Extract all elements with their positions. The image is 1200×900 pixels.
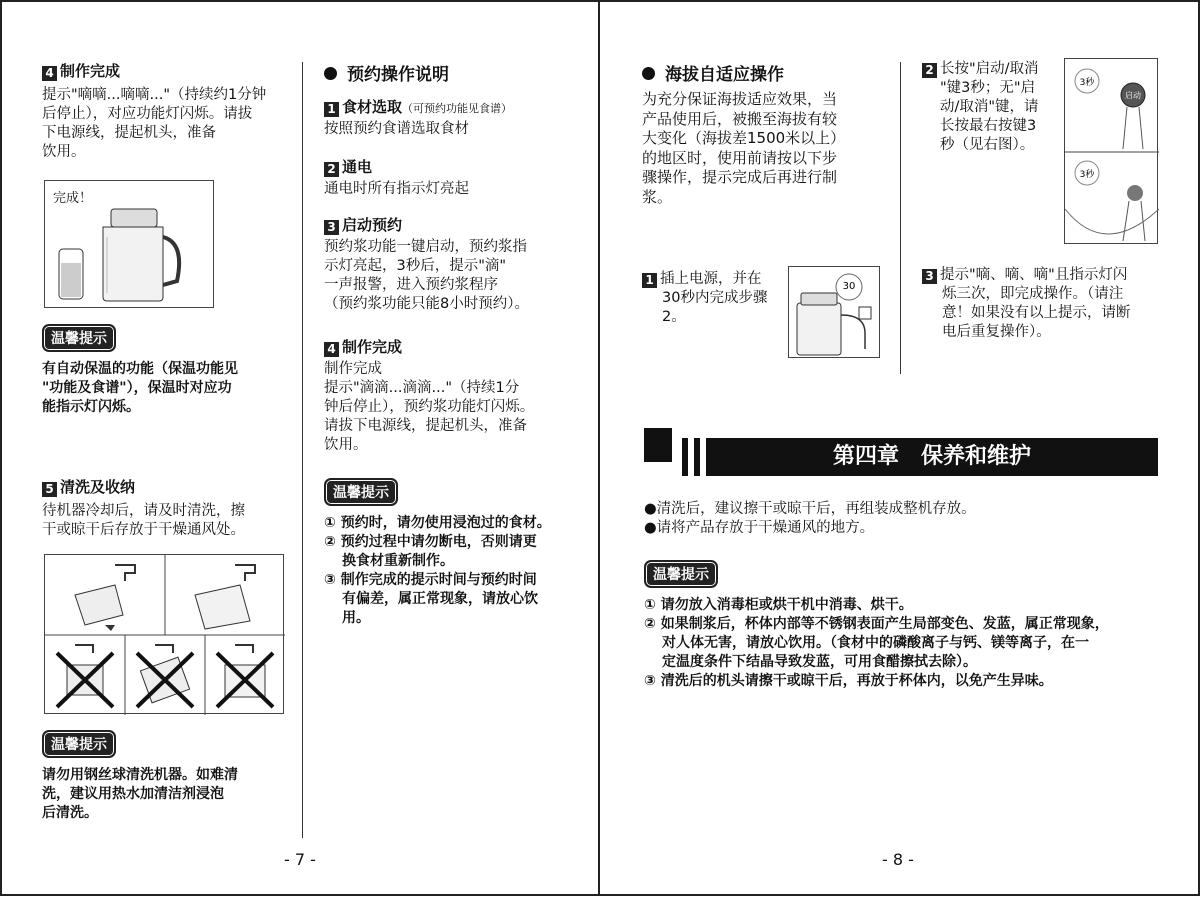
line: 秒（见右图）。: [940, 137, 1035, 153]
heading-text: 预约操作说明: [347, 65, 449, 85]
chapter-title: 第四章 保养和维护: [706, 438, 1158, 476]
tip-label: 温馨提示: [42, 730, 116, 758]
timer-30-label: 30: [842, 281, 856, 292]
line: 后清洗。: [42, 805, 98, 821]
step-number: 1: [324, 102, 339, 117]
care-tip-list: [644, 596, 1169, 691]
step-title: 通电: [342, 158, 373, 176]
line: 干或晾干后存放于干燥通风处。: [42, 522, 245, 538]
step-number: 1: [642, 273, 657, 288]
step-number: 4: [42, 66, 57, 81]
res-step-3-heading: [324, 214, 402, 235]
line: 骤操作，提示完成后再进行制: [642, 168, 838, 186]
banner-block: [644, 428, 672, 462]
bullet-item: ●请将产品存放于干燥通风的地方。: [644, 520, 875, 536]
line: 钟后停止），预约浆功能灯闪烁。: [324, 399, 535, 415]
res-step-1-text: 按照预约食谱选取食材: [324, 121, 469, 137]
line: 电后重复操作）。: [942, 324, 1051, 340]
start-button-label: 启动: [1125, 91, 1141, 100]
res-step-2-heading: [324, 156, 372, 177]
tip-item: ① 预约时，请勿使用浸泡过的食材。: [324, 515, 551, 531]
step-title: 制作完成: [342, 338, 403, 356]
tip-item: 对人体无害，请放心饮用。（食材中的磷酸离子与钙、镁等离子，在一: [662, 635, 1089, 651]
line-text: 长按"启动/取消: [940, 61, 1039, 77]
step-number: 3: [922, 269, 937, 284]
line: "键3秒；无"启: [940, 80, 1036, 96]
line: 有自动保温的功能（保温功能见: [42, 361, 238, 377]
warm-tip-text-2: [42, 766, 292, 823]
page-7: [0, 0, 600, 896]
line: 大变化（海拔差1500米以上）: [642, 129, 846, 147]
line: 请勿用钢丝球清洗机器。如难清: [42, 767, 238, 783]
tip-item: 换食材重新制作。: [342, 553, 454, 569]
bullet-icon: [642, 67, 655, 80]
line: 提示"滴滴...滴滴..."（持续1分: [324, 380, 520, 396]
line: （预约浆功能只能8小时预约）。: [324, 296, 529, 312]
line: 饮用。: [42, 144, 86, 160]
line: 一声报警，进入预约浆程序: [324, 277, 498, 293]
line: "功能及食谱"），保温时对应功: [42, 380, 232, 396]
step-number: 5: [42, 482, 57, 497]
section-5-heading: [42, 476, 135, 497]
line: [642, 270, 787, 289]
res-step-3-text: [324, 238, 574, 314]
step-divider: [900, 62, 901, 374]
line: 浆。: [642, 187, 673, 206]
line: 意！如果没有以上提示，请断: [942, 305, 1131, 321]
res-step-4-text: [324, 360, 574, 455]
line: 2。: [662, 309, 686, 325]
line: 饮用。: [324, 437, 368, 453]
tip-item: 有偏差，属正常现象，请放心饮: [342, 591, 538, 607]
banner-bar: [694, 438, 700, 476]
plug-in-image: [789, 267, 881, 359]
line-text: 插上电源，并在: [660, 271, 762, 287]
line: 的地区时，使用前请按以下步: [642, 148, 838, 167]
hold-3s-label: 3秒: [1079, 78, 1095, 88]
line: 动/取消"键，请: [940, 99, 1039, 115]
tip-label: 温馨提示: [42, 324, 116, 352]
tip-item: ③ 清洗后的机头请擦干或晾干后，再放于杯体内，以免产生异味。: [644, 673, 1053, 689]
res-step-4-heading: [324, 336, 402, 357]
line: 能指示灯闪烁。: [42, 399, 140, 415]
altitude-step-1: [642, 270, 787, 327]
tip-item: 用。: [342, 610, 370, 626]
line: 长按最右按键3: [940, 118, 1037, 134]
step-number: 2: [922, 63, 937, 78]
tip-item: ② 如果制浆后，杯体内部等不锈钢表面产生局部变色、发蓝，属正常现象，: [644, 616, 1109, 632]
bullet-icon: [324, 67, 337, 80]
line: [922, 266, 1172, 285]
res-step-1-heading: [324, 96, 512, 117]
line: [922, 60, 1062, 79]
finished-illustration: [44, 180, 214, 308]
altitude-step-3: [922, 266, 1172, 342]
line: 制作完成: [324, 361, 382, 377]
step-number: 2: [324, 162, 339, 177]
soymilk-maker-image: [45, 181, 215, 309]
tip-label: 温馨提示: [644, 560, 718, 588]
plug-in-illustration: [788, 266, 880, 358]
section-5-text: [42, 502, 297, 540]
warm-tip-badge-1: [42, 324, 116, 352]
step-title: 食材选取: [342, 98, 403, 116]
page-8: [600, 0, 1200, 896]
line: 烁三次，即完成操作。（请注: [942, 286, 1124, 302]
care-bullets: [644, 500, 1164, 538]
line: 产品使用后，被搬至海拔有较: [642, 109, 838, 128]
long-press-illustration: [1064, 58, 1158, 244]
line: 为充分保证海拔适应效果，当: [642, 90, 838, 108]
line: 提示"嘀嘀...嘀嘀..."（持续约1分钟: [42, 87, 267, 103]
step-number: 3: [324, 220, 339, 235]
tip-label: 温馨提示: [324, 478, 398, 506]
warm-tip-badge-4: [644, 560, 718, 588]
warm-tip-text-1: [42, 360, 292, 417]
altitude-intro: [642, 90, 892, 207]
step-number: 4: [324, 342, 339, 357]
line: 待机器冷却后，请及时清洗，擦: [42, 503, 245, 519]
tip-item: ① 请勿放入消毒柜或烘干机中消毒、烘干。: [644, 597, 913, 613]
line: 示灯亮起，3秒后，提示"滴": [324, 258, 507, 274]
altitude-step-2: [922, 60, 1062, 155]
warm-tip-badge-2: [42, 730, 116, 758]
warm-tip-badge-3: [324, 478, 398, 506]
figure-caption: 完成！: [53, 191, 93, 206]
step-title: 启动预约: [342, 216, 403, 234]
line: 请拔下电源线，提起机头，准备: [324, 418, 527, 434]
cleaning-steps-image: [45, 555, 285, 715]
page-number: - 7 -: [284, 850, 316, 869]
column-divider: [302, 62, 303, 838]
res-step-2-text: 通电时所有指示灯亮起: [324, 181, 469, 197]
warm-tip-list: [324, 514, 584, 628]
hold-3s-label: 3秒: [1079, 170, 1095, 180]
chapter-banner: [644, 428, 1158, 476]
line: 下电源线，提起机头，准备: [42, 125, 216, 141]
tip-item: ③ 制作完成的提示时间与预约时间: [324, 572, 537, 588]
long-press-image: [1065, 59, 1159, 245]
cleaning-illustration: [44, 554, 284, 714]
heading-text: 海拔自适应操作: [665, 65, 784, 85]
line-text: 提示"嘀、嘀、嘀"且指示灯闪: [940, 267, 1128, 283]
step-note: （可预约功能见食谱）: [402, 102, 513, 115]
section-title: 清洗及收纳: [60, 478, 136, 496]
reservation-heading: [324, 60, 449, 85]
page-number: - 8 -: [882, 850, 914, 869]
tip-item: 定温度条件下结晶导致发蓝，可用食醋擦拭去除）。: [662, 654, 977, 670]
line: 30秒内完成步骤: [662, 290, 768, 306]
line: 后停止），对应功能灯闪烁。请拔: [42, 106, 253, 122]
line: 洗，建议用热水加清洁剂浸泡: [42, 786, 224, 802]
section-title: 制作完成: [60, 62, 121, 80]
altitude-heading: [642, 60, 784, 85]
banner-bar: [682, 438, 688, 476]
tip-item: ② 预约过程中请勿断电，否则请更: [324, 534, 537, 550]
section-4-text: [42, 86, 297, 162]
bullet-item: ●清洗后，建议擦干或晾干后，再组装成整机存放。: [644, 501, 976, 517]
section-4-heading: [42, 60, 120, 81]
line: 预约浆功能一键启动，预约浆指: [324, 239, 527, 255]
